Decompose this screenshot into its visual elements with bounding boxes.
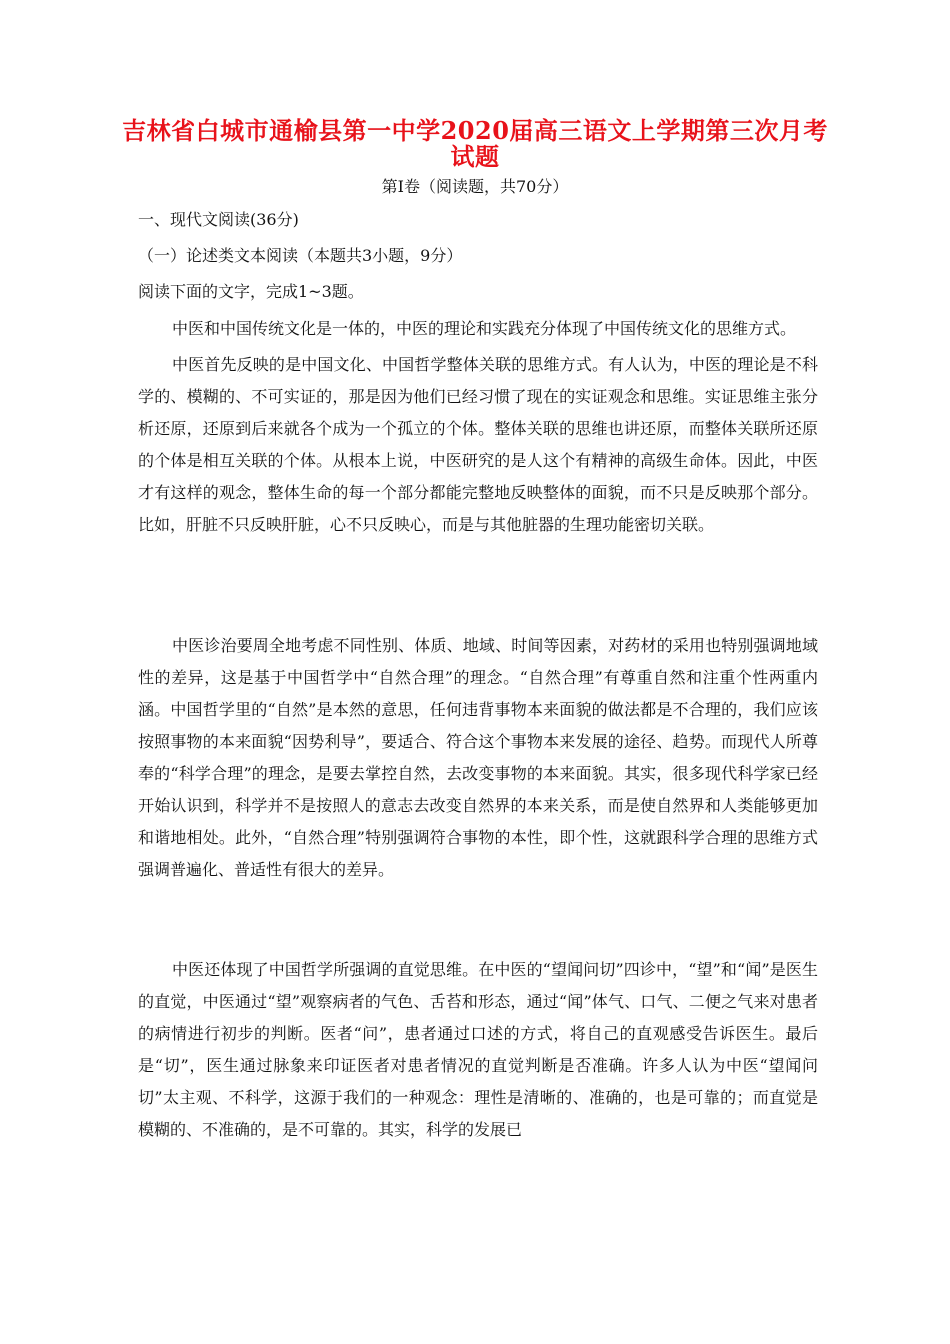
subsection-heading: （一）论述类文本阅读（本题共3小题，9分） (138, 246, 463, 265)
section-heading: 一、现代文阅读(36分) (138, 210, 299, 229)
body-paragraph: 中医和中国传统文化是一体的，中医的理论和实践充分体现了中国传统文化的思维方式。 (172, 319, 797, 338)
body-paragraph: 中医首先反映的是中国文化、中国哲学整体关联的思维方式。有人认为，中医的理论是不科学的、模糊的、不可实证的，那是因为他们已经习惯了现在的实证观念和思维。实证思维主张分析还原，还原到后来就各个成为一个孤立的个体。整体关联的思维也讲还原，而整体关联所还原的个体是相互关联的个体。从根本上说，中医研究的是人这个有精神的高级生命体。因此，中医才有这样的观念，整体生命的每一个部分都能完整地反映整体的面貌，而不只是反映那个部分。比如，肝脏不只反映肝脏，心不只反映心，而是与其他脏器的生理功能密切关联。 (138, 355, 818, 534)
document-subtitle: 第Ⅰ卷（阅读题，共70分） (381, 177, 569, 196)
document-title: 吉林省白城市通榆县第一中学2020届高三语文上学期第三次月考试题 (122, 116, 828, 171)
reading-instruction: 阅读下面的文字，完成1~3题。 (138, 282, 364, 301)
body-paragraph: 中医还体现了中国哲学所强调的直觉思维。在中医的“望闻问切”四诊中，“望”和“闻”是医生的直觉，中医通过“望”观察病者的气色、舌苔和形态，通过“闻”体气、口气、二便之气来对患者的病情进行初步的判断。医者“问”，患者通过口述的方式，将自己的直观感受告诉医生。最后是“切”，医生通过脉象来印证医者对患者情况的直觉判断是否准确。许多人认为中医“望闻问切”太主观、不科学，这源于我们的一种观念：理性是清晰的、准确的，也是可靠的；而直觉是模糊的、不准确的，是不可靠的。其实，科学的发展已 (138, 960, 818, 1139)
body-paragraph: 中医诊治要周全地考虑不同性别、体质、地域、时间等因素，对药材的采用也特别强调地域性的差异，这是基于中国哲学中“自然合理”的理念。“自然合理”有尊重自然和注重个性两重内涵。中国哲学里的“自然”是本然的意思，任何违背事物本来面貌的做法都是不合理的，我们应该按照事物的本来面貌“因势利导”，要适合、符合这个事物本来发展的途径、趋势。而现代人所尊奉的“科学合理”的理念，是要去掌控自然，去改变事物的本来面貌。其实，很多现代科学家已经开始认识到，科学并不是按照人的意志去改变自然界的本来关系，而是使自然界和人类能够更加和谐地相处。此外，“自然合理”特别强调符合事物的本性，即个性，这就跟科学合理的思维方式强调普遍化、普适性有很大的差异。 (138, 636, 818, 879)
